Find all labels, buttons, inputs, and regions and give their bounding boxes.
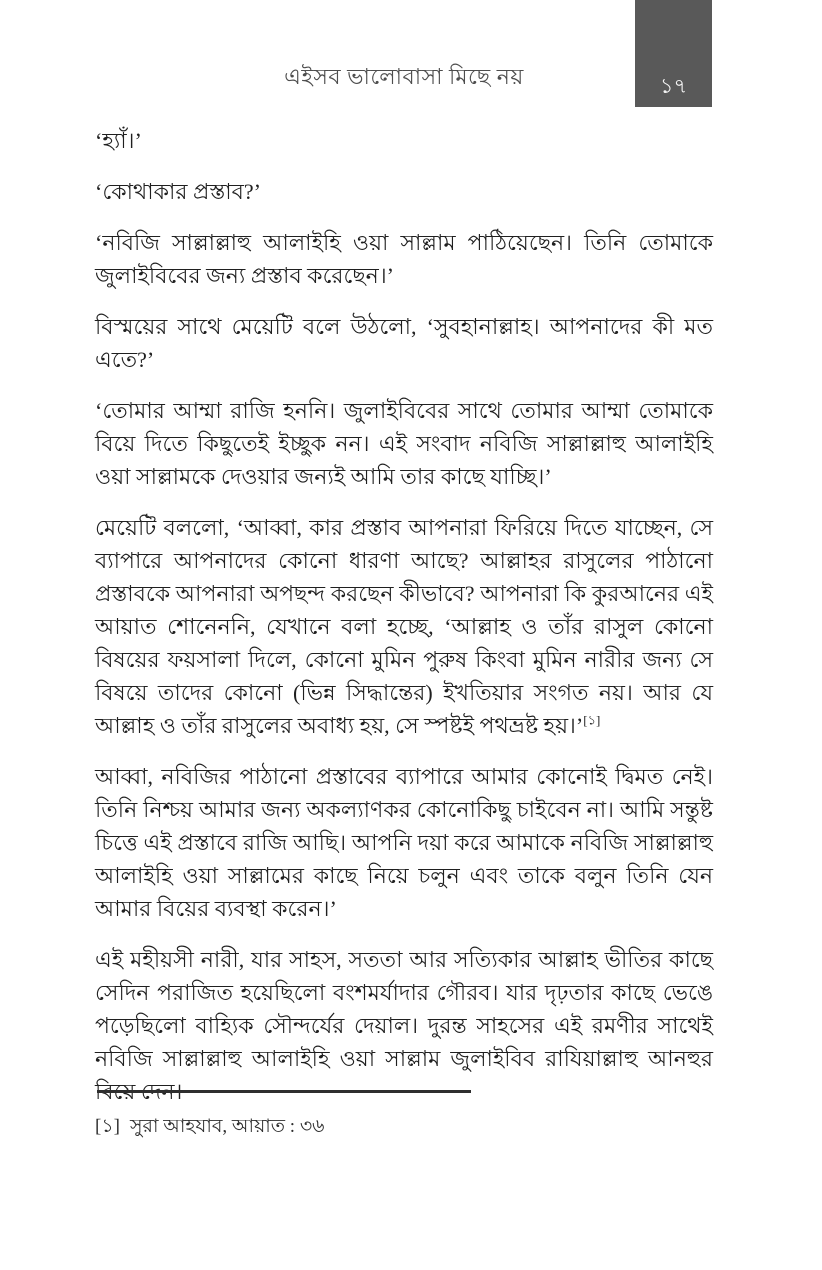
page-title: এইসব ভালোবাসা মিছে নয় bbox=[284, 64, 524, 89]
paragraph-text: ‘নবিজি সাল্লাল্লাহু আলাইহি ওয়া সাল্লাম পাঠিয়েছেন। তিনি তোমাকে জুলাইবিবের জন্য প্রস্তাব করেছেন।’ bbox=[95, 230, 713, 288]
footnote-marker: [১] bbox=[95, 1116, 120, 1137]
footnote-ref: [১] bbox=[583, 712, 601, 728]
paragraph bbox=[95, 226, 713, 292]
footnote-divider bbox=[97, 1090, 471, 1093]
paragraph bbox=[95, 175, 713, 208]
paragraph-text: এই মহীয়সী নারী, যার সাহস, সততা আর সত্যিকার আল্লাহ ভীতির কাছে সেদিন পরাজিত হয়েছিলো বংশমর্যাদার গৌরব। যার দৃঢ়তার কাছে ভেঙে পড়েছিলো বাহ্যিক সৌন্দর্যের দেয়াল। দুরন্ত সাহসের এই রমণীর সাথেই নবিজি সাল্লাল্লাহু আলাইহি ওয়া সাল্লাম জুলাইবিব রাযিয়াল্লাহু আনহুর বিয়ে দেন। bbox=[95, 947, 713, 1104]
paragraph-text: বিস্ময়ের সাথে মেয়েটি বলে উঠলো, ‘সুবহানাল্লাহ। আপনাদের কী মত এতে?’ bbox=[95, 314, 713, 372]
paragraph-text: ‘কোথাকার প্রস্তাব?’ bbox=[95, 179, 261, 204]
paragraph bbox=[95, 124, 713, 157]
paragraph bbox=[95, 760, 713, 925]
paragraph-text: আব্বা, নবিজির পাঠানো প্রস্তাবের ব্যাপারে আমার কোনোই দ্বিমত নেই। তিনি নিশ্চয় আমার জন্য অকল্যাণকর কোনোকিছু চাইবেন না। আমি সন্তুষ্ট চিত্তে এই প্রস্তাবে রাজি আছি। আপনি দয়া করে আমাকে নবিজি সাল্লাল্লাহু আলাইহি ওয়া সাল্লামের কাছে নিয়ে চলুন এবং তাকে বলুন তিনি যেন আমার বিয়ের ব্যবস্থা করেন।’ bbox=[95, 764, 713, 921]
footnote-text: সুরা আহযাব, আয়াত : ৩৬ bbox=[129, 1116, 325, 1137]
paragraph-text: মেয়েটি বললো, ‘আব্বা, কার প্রস্তাব আপনারা ফিরিয়ে দিতে যাচ্ছেন, সে ব্যাপারে আপনাদের কোনো ধারণা আছে? আল্লাহর রাসুলের পাঠানো প্রস্তাবকে আপনারা অপছন্দ করছেন কীভাবে? আপনারা কি কুরআনের এই আয়াত শোনেননি, যেখানে বলা হচ্ছে, ‘আল্লাহ ও তাঁর রাসুল কোনো বিষয়ের ফয়সালা দিলে, কোনো মুমিন পুরুষ কিংবা মুমিন নারীর জন্য সে বিষয়ে তাদের কোনো (ভিন্ন সিদ্ধান্তের) ইখতিয়ার সংগত নয়। আর যে আল্লাহ ও তাঁর রাসুলের অবাধ্য হয়, সে স্পষ্টই পথভ্রষ্ট হয়।’ bbox=[95, 515, 713, 738]
paragraph bbox=[95, 394, 713, 493]
paragraph bbox=[95, 310, 713, 376]
paragraph-text: ‘তোমার আম্মা রাজি হননি। জুলাইবিবের সাথে তোমার আম্মা তোমাকে বিয়ে দিতে কিছুতেই ইচ্ছুক নন। এই সংবাদ নবিজি সাল্লাল্লাহু আলাইহি ওয়া সাল্লামকে দেওয়ার জন্যই আমি তার কাছে যাচ্ছি।’ bbox=[95, 398, 713, 489]
paragraph bbox=[95, 943, 713, 1108]
page-number: ১৭ bbox=[659, 74, 688, 98]
paragraph bbox=[95, 511, 713, 742]
footnote bbox=[95, 1112, 713, 1144]
body-text bbox=[95, 124, 713, 1126]
paragraph-text: ‘হ্যাঁ।’ bbox=[95, 128, 142, 153]
